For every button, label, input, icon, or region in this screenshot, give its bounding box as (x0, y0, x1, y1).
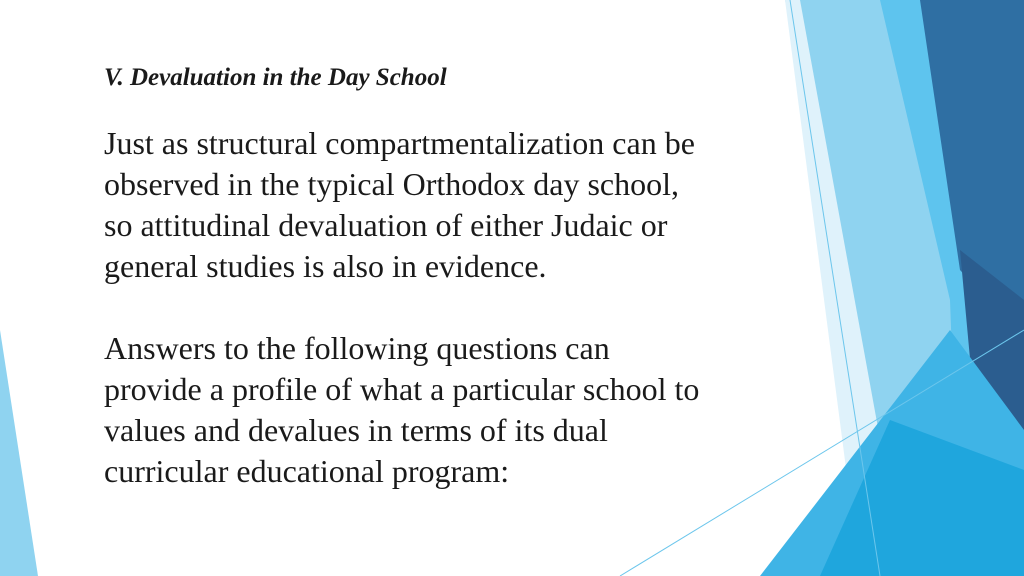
paragraph-intro (104, 123, 764, 287)
text-line: curricular educational program: (104, 453, 510, 489)
text-line: values and devalues in terms of its dual (104, 412, 608, 448)
left-accent-triangle (0, 330, 38, 576)
slide-title: V. Devaluation in the Day School (104, 64, 447, 91)
text-line: so attitudinal devaluation of either Judaic or (104, 207, 668, 243)
text-line: observed in the typical Orthodox day school, (104, 166, 679, 202)
text-line: Answers to the following questions can (104, 330, 610, 366)
paragraph-questions (104, 328, 764, 492)
text-line: provide a profile of what a particular school to (104, 371, 700, 407)
body-text (104, 123, 764, 492)
text-line: general studies is also in evidence. (104, 248, 547, 284)
text-line: Just as structural compartmentalization can be (104, 125, 695, 161)
